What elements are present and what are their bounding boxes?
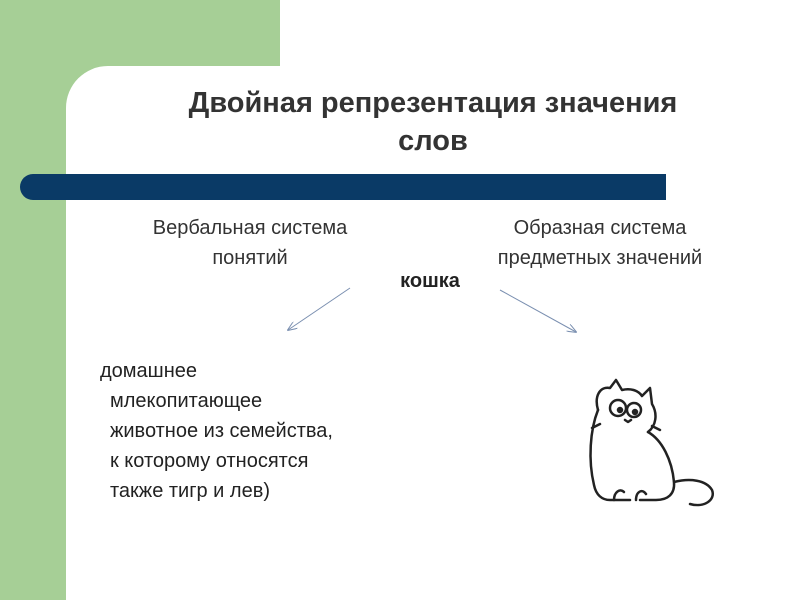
definition-line: к которому относятся <box>110 450 309 472</box>
image-heading-line-1: Образная система <box>513 217 687 239</box>
title-line-2: слов <box>398 125 468 157</box>
definition-line: также тигр и лев) <box>110 480 270 502</box>
verbal-heading-line-1: Вербальная система <box>152 217 348 239</box>
arrow-to-image <box>500 290 576 332</box>
verbal-heading-line-2: понятий <box>212 247 288 269</box>
arrow-to-verbal <box>288 288 350 330</box>
center-word: кошка <box>400 270 460 292</box>
definition-line: млекопитающее <box>110 390 263 412</box>
word-definition <box>100 356 440 506</box>
definition-line: домашнее <box>100 360 198 382</box>
image-heading-line-2: предметных значений <box>497 247 703 269</box>
cat-drawing-icon <box>570 370 730 520</box>
title-line-1: Двойная репрезентация значения <box>188 87 678 119</box>
definition-line: животное из семейства, <box>110 420 333 442</box>
